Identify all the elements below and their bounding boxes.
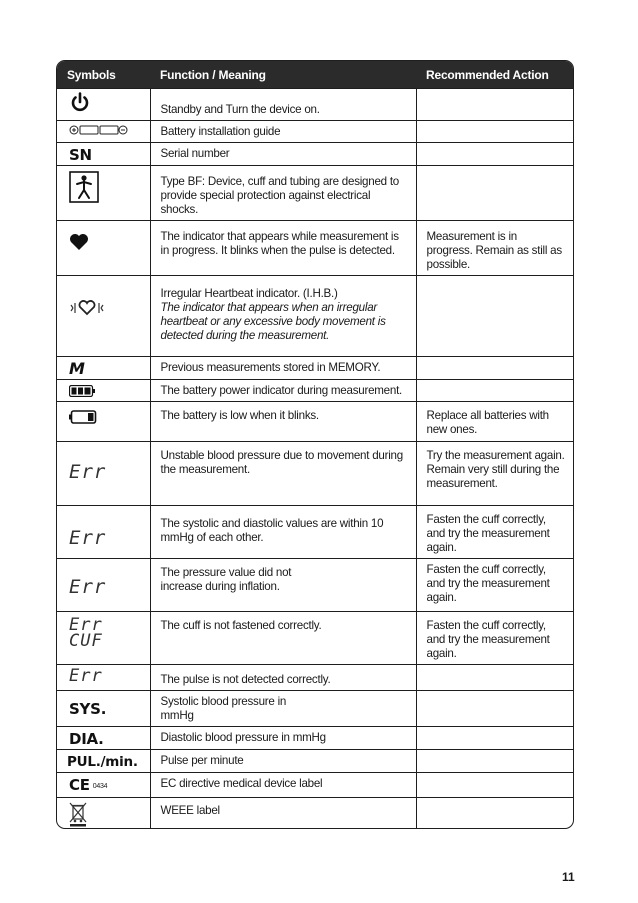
- table-row: [57, 143, 573, 166]
- function-cell: Standby and Turn the device on.: [150, 89, 416, 121]
- table-row: [57, 773, 573, 798]
- function-cell: The cuff is not fastened correctly.: [150, 612, 416, 665]
- symbol-cell: [57, 750, 150, 773]
- error-symbol: Err: [69, 576, 107, 598]
- diastolic-symbol: DIA.: [69, 730, 104, 748]
- function-cell: Type BF: Device, cuff and tubing are designed to provide special protection against electrical shocks.: [150, 166, 416, 221]
- symbol-cell: [57, 798, 150, 830]
- table-row: [57, 665, 573, 691]
- action-cell: Fasten the cuff correctly, and try the measurement again.: [416, 506, 573, 559]
- table-row: [57, 380, 573, 402]
- action-cell: [416, 773, 573, 798]
- symbol-cell: [57, 612, 150, 665]
- function-cell: Serial number: [150, 143, 416, 166]
- header-symbols: Symbols: [57, 61, 150, 89]
- action-cell: Replace all batteries with new ones.: [416, 402, 573, 442]
- symbol-cell: [57, 89, 150, 121]
- symbol-cell: [57, 357, 150, 380]
- action-cell: [416, 727, 573, 750]
- action-cell: [416, 89, 573, 121]
- function-cell: EC directive medical device label: [150, 773, 416, 798]
- function-cell: Diastolic blood pressure in mmHg: [150, 727, 416, 750]
- symbol-cell: [57, 691, 150, 727]
- cuff-symbol: CUF: [69, 631, 103, 651]
- table-row: [57, 402, 573, 442]
- battery-full-icon: [69, 385, 95, 397]
- function-cell: The indicator that appears while measurement is in progress. It blinks when the pulse is detected.: [150, 221, 416, 276]
- function-cell: Pulse per minute: [150, 750, 416, 773]
- function-cell: Previous measurements stored in MEMORY.: [150, 357, 416, 380]
- symbol-cell: [57, 665, 150, 691]
- function-cell: [150, 276, 416, 357]
- symbol-cell: [57, 559, 150, 612]
- function-cell: Unstable blood pressure due to movement during the measurement.: [150, 442, 416, 506]
- ce-mark: [69, 775, 146, 797]
- error-symbol: Err: [69, 666, 103, 686]
- symbol-cell: [57, 221, 150, 276]
- table-row: [57, 89, 573, 121]
- function-cell: The battery power indicator during measurement.: [150, 380, 416, 402]
- function-cell: WEEE label: [150, 798, 416, 830]
- table-row: [57, 612, 573, 665]
- irregular-heartbeat-icon: [69, 300, 105, 316]
- table-row: [57, 750, 573, 773]
- action-cell: Fasten the cuff correctly, and try the measurement again.: [416, 612, 573, 665]
- action-cell: Try the measurement again. Remain very still during the measurement.: [416, 442, 573, 506]
- action-cell: [416, 691, 573, 727]
- table-row: [57, 276, 573, 357]
- action-cell: [416, 166, 573, 221]
- ce-notified-body: 0434: [92, 782, 108, 790]
- action-cell: Fasten the cuff correctly, and try the measurement again.: [416, 559, 573, 612]
- action-cell: [416, 143, 573, 166]
- table-row: [57, 559, 573, 612]
- function-cell: Battery installation guide: [150, 121, 416, 143]
- action-cell: [416, 357, 573, 380]
- weee-bin-icon: [69, 801, 87, 827]
- function-cell: The systolic and diastolic values are within 10 mmHg of each other.: [150, 506, 416, 559]
- function-cell: The pulse is not detected correctly.: [150, 665, 416, 691]
- serial-number-symbol: SN: [69, 146, 92, 164]
- pulse-symbol: PUL./min.: [67, 754, 138, 770]
- systolic-symbol: SYS.: [69, 700, 107, 718]
- error-symbol: Err: [69, 527, 107, 549]
- function-cell: The pressure value did not increase during inflation.: [150, 559, 416, 612]
- function-cell: Systolic blood pressure in mmHg: [150, 691, 416, 727]
- function-cell: The battery is low when it blinks.: [150, 402, 416, 442]
- table-row: [57, 166, 573, 221]
- power-icon: [69, 91, 91, 113]
- action-cell: [416, 121, 573, 143]
- ce-mark-text: CE: [69, 776, 90, 794]
- table-row: [57, 727, 573, 750]
- table-row: [57, 798, 573, 830]
- header-function: Function / Meaning: [150, 61, 416, 89]
- page-number: 11: [562, 870, 575, 884]
- battery-low-icon: [69, 410, 97, 424]
- symbol-cell: [57, 143, 150, 166]
- table-header-row: [57, 61, 573, 89]
- symbol-cell: [57, 121, 150, 143]
- table-row: [57, 121, 573, 143]
- action-cell: [416, 798, 573, 830]
- ihb-note: The indicator that appears when an irregular heartbeat or any excessive body movement is detected during the measurement.: [160, 301, 386, 342]
- table-row: [57, 442, 573, 506]
- symbol-cell: [57, 380, 150, 402]
- header-action: Recommended Action: [416, 61, 573, 89]
- symbol-cell: [57, 773, 150, 798]
- symbol-cell: [57, 727, 150, 750]
- symbol-cell: [57, 402, 150, 442]
- error-symbol: Err: [69, 615, 103, 635]
- action-cell: [416, 380, 573, 402]
- symbol-cell: [57, 276, 150, 357]
- error-symbol: Err: [69, 461, 107, 483]
- battery-installation-icon: [69, 123, 129, 137]
- table-row: [57, 691, 573, 727]
- memory-symbol: M: [69, 359, 85, 378]
- symbol-cell: [57, 442, 150, 506]
- action-cell: Measurement is in progress. Remain as still as possible.: [416, 221, 573, 276]
- symbol-cell: [57, 166, 150, 221]
- heart-icon: [69, 233, 89, 251]
- action-cell: [416, 276, 573, 357]
- action-cell: [416, 665, 573, 691]
- action-cell: [416, 750, 573, 773]
- table-row: [57, 506, 573, 559]
- type-bf-icon: [69, 171, 99, 203]
- ihb-title: Irregular Heartbeat indicator. (I.H.B.): [160, 287, 338, 300]
- table-row: [57, 221, 573, 276]
- symbol-cell: [57, 506, 150, 559]
- symbols-table: [56, 60, 574, 829]
- table-row: [57, 357, 573, 380]
